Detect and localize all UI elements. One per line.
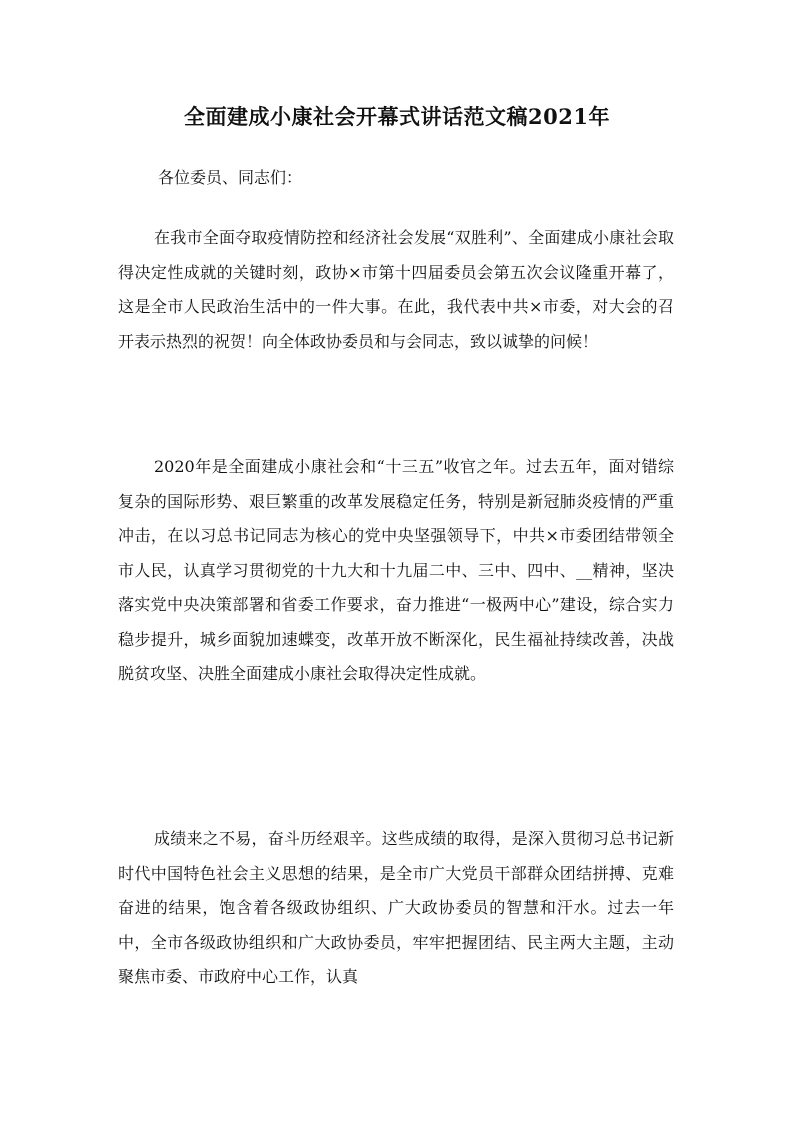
paragraph-1: 在我市全面夺取疫情防控和经济社会发展“双胜利”、全面建成小康社会取得决定性成就的关键时刻，政协×市第十四届委员会第五次会议隆重开幕了，这是全市人民政治生活中的一件大事。在此，我代表中共×市委，对大会的召开表示热烈的祝贺！向全体政协委员和与会同志，致以诚挚的问候！ xyxy=(118,228,674,351)
paragraph-2: 2020年是全面建成小康社会和“十三五”收官之年。过去五年，面对错综复杂的国际形势、艰巨繁重的改革发展稳定任务，特别是新冠肺炎疫情的严重冲击，在以习总书记同志为核心的党中央坚强领导下，中共×市委团结带领全市人民，认真学习贯彻党的十九大和十九届二中、三中、四中、__精神，坚决落实党中央决策部署和省委工作要求，奋力推进“一极两中心”建设，综合实力稳步提升，城乡面貌加速蝶变，改革开放不断深化，民生福祉持续改善，决战脱贫攻坚、决胜全面建成小康社会取得决定性成就。 xyxy=(118,457,674,683)
paragraph-3: 成绩来之不易，奋斗历经艰辛。这些成绩的取得，是深入贯彻习总书记新时代中国特色社会主义思想的结果，是全市广大党员干部群众团结拼搏、克难奋进的结果，饱含着各级政协组织、广大政协委员的智慧和汗水。过去一年中，全市各级政协组织和广大政协委员，牢牢把握团结、民主两大主题，主动聚焦市委、市政府中心工作，认真 xyxy=(118,829,674,986)
salutation: 各位委员、同志们： xyxy=(158,168,303,187)
document-title: 全面建成小康社会开幕式讲话范文稿2021年 xyxy=(184,104,610,129)
